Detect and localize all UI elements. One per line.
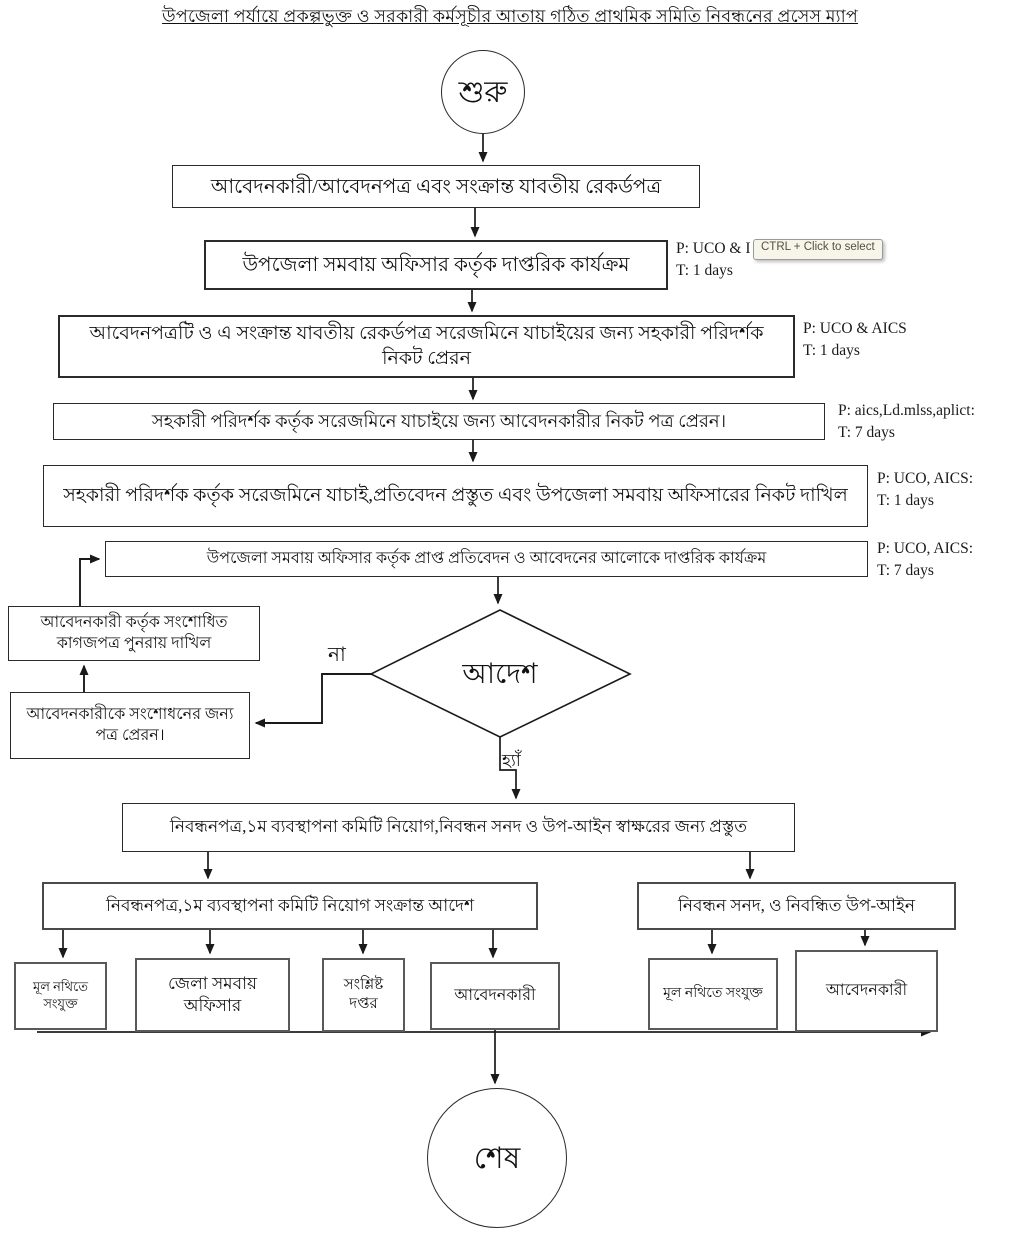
- annotation-time: T: 1 days: [877, 492, 934, 509]
- process-box-letter-applicant: [53, 403, 825, 440]
- process-box-prepare-sign: [122, 803, 795, 852]
- output-box-file-attach-1: [14, 962, 107, 1030]
- output-box-related-office: [322, 958, 405, 1032]
- process-box-verify-report: [43, 465, 868, 527]
- end-label: শেষ: [473, 1141, 521, 1175]
- process-box-label: আবেদনকারীকে সংশোধনের জন্য পত্র প্রেরন।: [26, 705, 234, 744]
- start-node: [441, 50, 525, 134]
- process-box-certificate-bylaw: [637, 882, 956, 930]
- process-box-label: সহকারী পরিদর্শক কর্তৃক সরেজমিনে যাচাইয়ে জন্য আবেদনকারীর নিকট পত্র প্রেরন।: [151, 410, 727, 431]
- output-box-district-officer: [135, 958, 290, 1032]
- annotation-verify-report: [877, 468, 973, 512]
- output-box-label: সংশ্লিষ্ট দপ্তর: [343, 976, 384, 1012]
- process-box-label: আবেদনকারী/আবেদনপত্র এবং সংক্রান্ত যাবতীয় রেকর্ডপত্র: [210, 175, 662, 198]
- process-box-label: সহকারী পরিদর্শক কর্তৃক সরেজমিনে যাচাই,প্রতিবেদন প্রস্তুত এবং উপজেলা সমবায় অফিসারের নিকট দাখিল: [63, 484, 848, 506]
- connector-resubmit-to-review: [80, 559, 99, 606]
- end-node: [427, 1088, 567, 1228]
- process-box-uco-official[interactable]: [204, 240, 668, 290]
- output-box-label: আবেদনকারী: [454, 986, 536, 1004]
- output-box-applicant-2: [795, 950, 938, 1032]
- output-box-label: আবেদনকারী: [825, 981, 908, 999]
- process-box-records: [172, 165, 700, 208]
- output-box-applicant-1: [430, 962, 560, 1030]
- start-label: শুরু: [458, 75, 508, 109]
- process-box-send-inspector: [58, 315, 795, 378]
- connector-decision-no: [256, 674, 371, 723]
- process-box-label: উপজেলা সমবায় অফিসার কর্তৃক প্রাপ্ত প্রতিবেদন ও আবেদনের আলোকে দাপ্তরিক কার্যক্রম: [206, 549, 767, 567]
- decision-no-label: না: [328, 644, 346, 666]
- annotation-uco-official: [676, 238, 751, 282]
- output-box-label: মূল নথিতে সংযুক্ত: [32, 979, 89, 1011]
- process-box-label: নিবন্ধনপত্র,১ম ব্যবস্থাপনা কমিটি নিয়োগ সংক্রান্ত আদেশ: [105, 895, 475, 915]
- annotation-uco-review: [877, 538, 973, 582]
- process-box-label: আবেদনপত্রটি ও এ সংক্রান্ত যাবতীয় রেকর্ডপত্র সরেজমিনে যাচাইয়ের জন্য সহকারী পরিদর্শক নিকট প্রেরন: [89, 322, 764, 369]
- process-box-uco-review: [105, 541, 868, 577]
- annotation-performer: P: UCO, AICS:: [877, 540, 974, 557]
- process-box-label: উপজেলা সমবায় অফিসার কর্তৃক দাপ্তরিক কার্যক্রম: [242, 254, 630, 276]
- annotation-time: T: 1 days: [676, 262, 733, 279]
- annotation-letter-applicant: [838, 400, 975, 444]
- annotation-performer: P: UCO & I: [676, 240, 751, 257]
- output-box-label: জেলা সমবায় অফিসার: [167, 973, 258, 1015]
- annotation-performer: P: UCO & AICS: [803, 320, 907, 337]
- annotation-send-inspector: [803, 318, 907, 362]
- annotation-time: T: 7 days: [877, 562, 934, 579]
- output-box-file-attach-2: [648, 958, 778, 1030]
- process-box-order-committee: [42, 882, 538, 930]
- annotation-performer: P: aics,Ld.mlss,aplict:: [838, 402, 975, 419]
- annotation-time: T: 1 days: [803, 342, 860, 359]
- page-title: উপজেলা পর্যায়ে প্রকল্পভুক্ত ও সরকারী কর্মসূচীর আতায় গঠিত প্রাথমিক সমিতি নিবন্ধনের প্রসেস ম্যাপ: [162, 6, 858, 26]
- decision-label: আদেশ: [462, 659, 538, 690]
- annotation-time: T: 7 days: [838, 424, 895, 441]
- annotation-performer: P: UCO, AICS:: [877, 470, 974, 487]
- process-box-label: নিবন্ধন সনদ, ও নিবন্ধিত উপ-আইন: [678, 895, 915, 915]
- ctrl-click-tooltip: CTRL + Click to select: [753, 239, 883, 260]
- process-box-resubmit: [8, 606, 260, 661]
- decision-yes-label: হ্যাঁ: [502, 751, 521, 770]
- process-box-label: আবেদনকারী কর্তৃক সংশোধিত কাগজপত্র পুনরায় দাখিল: [40, 613, 228, 652]
- process-box-correction-letter: [10, 692, 250, 759]
- output-box-label: মূল নথিতে সংযুক্ত: [663, 985, 763, 1001]
- process-box-label: নিবন্ধনপত্র,১ম ব্যবস্থাপনা কমিটি নিয়োগ,নিবন্ধন সনদ ও উপ-আইন স্বাক্ষরের জন্য প্রস্তুত: [170, 817, 747, 837]
